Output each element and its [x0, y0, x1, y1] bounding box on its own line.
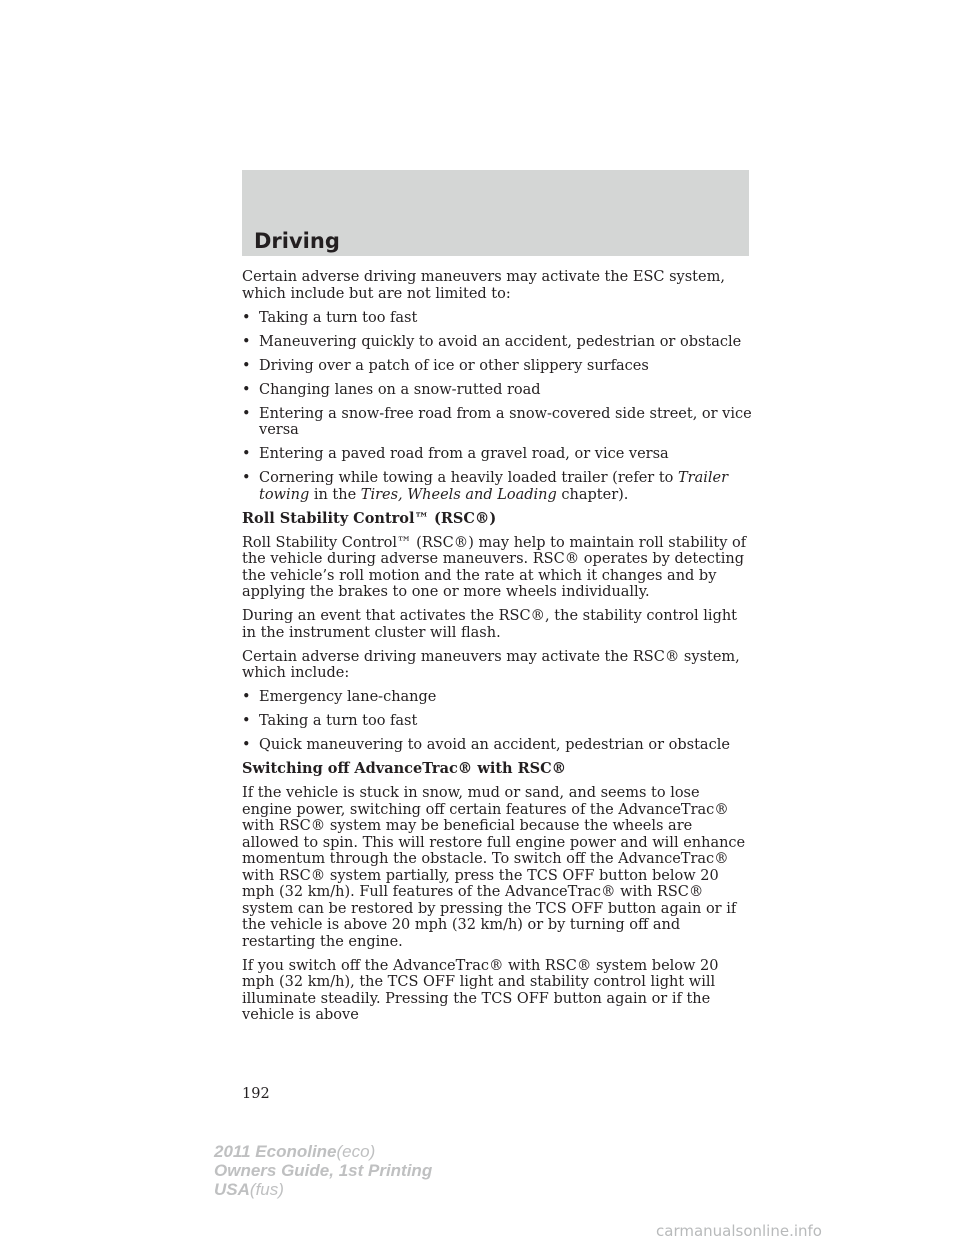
list-item: • Entering a paved road from a gravel road, or vice versa [242, 446, 669, 462]
page-number: 192 [242, 1086, 270, 1102]
rsc-heading: Roll Stability Control™ (RSC®) [242, 509, 497, 527]
trailer-towing-reference: Trailer towing [259, 470, 729, 503]
section-title: Driving [254, 229, 340, 253]
bullet-icon: • [242, 689, 251, 705]
rsc-paragraph-3: Certain adverse driving maneuvers may activate the RSC® system, which include: [242, 648, 740, 681]
esc-maneuver-list [242, 310, 752, 504]
footer-line-3: USA(fus) [214, 1180, 284, 1199]
switching-paragraph-2: If you switch off the AdvanceTrac® with RSC® system below 20 mph (32 km/h), the TCS OFF light and stability control light will illuminate steadily. Pressing the TCS OFF button again or if the vehicle is above [242, 957, 719, 1023]
bullet-icon: • [242, 470, 251, 486]
footer-line-1: 2011 Econoline(eco) [214, 1142, 376, 1161]
switching-off-heading: Switching off AdvanceTrac® with RSC® [242, 760, 567, 777]
list-item: • Maneuvering quickly to avoid an accident, pedestrian or obstacle [242, 333, 742, 350]
list-item: • Entering a snow-free road from a snow-covered side street, or vice versa [242, 405, 752, 438]
list-item: • Changing lanes on a snow-rutted road [242, 381, 541, 398]
bullet-icon: • [242, 446, 251, 462]
bullet-icon: • [242, 405, 251, 422]
bullet-icon: • [242, 381, 251, 398]
list-item: • Quick maneuvering to avoid an accident, pedestrian or obstacle [242, 737, 730, 753]
switching-paragraph-1: If the vehicle is stuck in snow, mud or sand, and seems to lose engine power, switching off certain features of the AdvanceTrac® with RSC® system may be beneficial because the wheels are allowed to spin. This will restore full engine power and will enhance momentum through the obstacle. To switch off the AdvanceTrac® with RSC® system partially, press the TCS OFF button below 20 mph (32 km/h). Full features of the AdvanceTrac® with RSC® system can be restored by pressing the TCS OFF button again or if the vehicle is above 20 mph (32 km/h) or by turning off and restarting the engine. [242, 785, 746, 950]
list-item: • Emergency lane-change [242, 689, 437, 705]
chapter-reference: Tires, Wheels and Loading [360, 486, 557, 503]
list-item: • Driving over a patch of ice or other slippery surfaces [242, 357, 649, 374]
print-footer [214, 1142, 432, 1199]
list-item-towing: • Cornering while towing a heavily loaded trailer (refer to Trailer towing in the Tires, Wheels and Loading chapter). [242, 470, 729, 503]
bullet-icon: • [242, 713, 251, 729]
bullet-icon: • [242, 333, 251, 350]
rsc-paragraph-2: During an event that activates the RSC®, the stability control light in the instrument cluster will flash. [242, 608, 738, 641]
bullet-icon: • [242, 737, 251, 753]
rsc-maneuver-list [242, 689, 752, 754]
footer-line-2: Owners Guide, 1st Printing [214, 1161, 433, 1180]
bullet-icon: • [242, 357, 251, 374]
intro-paragraph: Certain adverse driving maneuvers may activate the ESC system, which include but are not limited to: [242, 269, 725, 302]
page-content [242, 269, 752, 1031]
list-item: • Taking a turn too fast [242, 309, 418, 326]
bullet-icon: • [242, 309, 251, 326]
rsc-paragraph-1: Roll Stability Control™ (RSC®) may help to maintain roll stability of the vehicle during adverse maneuvers. RSC® operates by detecting the vehicle’s roll motion and the rate at which it changes and by applying the brakes to one or more wheels individually. [242, 534, 747, 600]
list-item: • Taking a turn too fast [242, 713, 418, 729]
watermark: carmanualsonline.info [656, 1222, 822, 1240]
